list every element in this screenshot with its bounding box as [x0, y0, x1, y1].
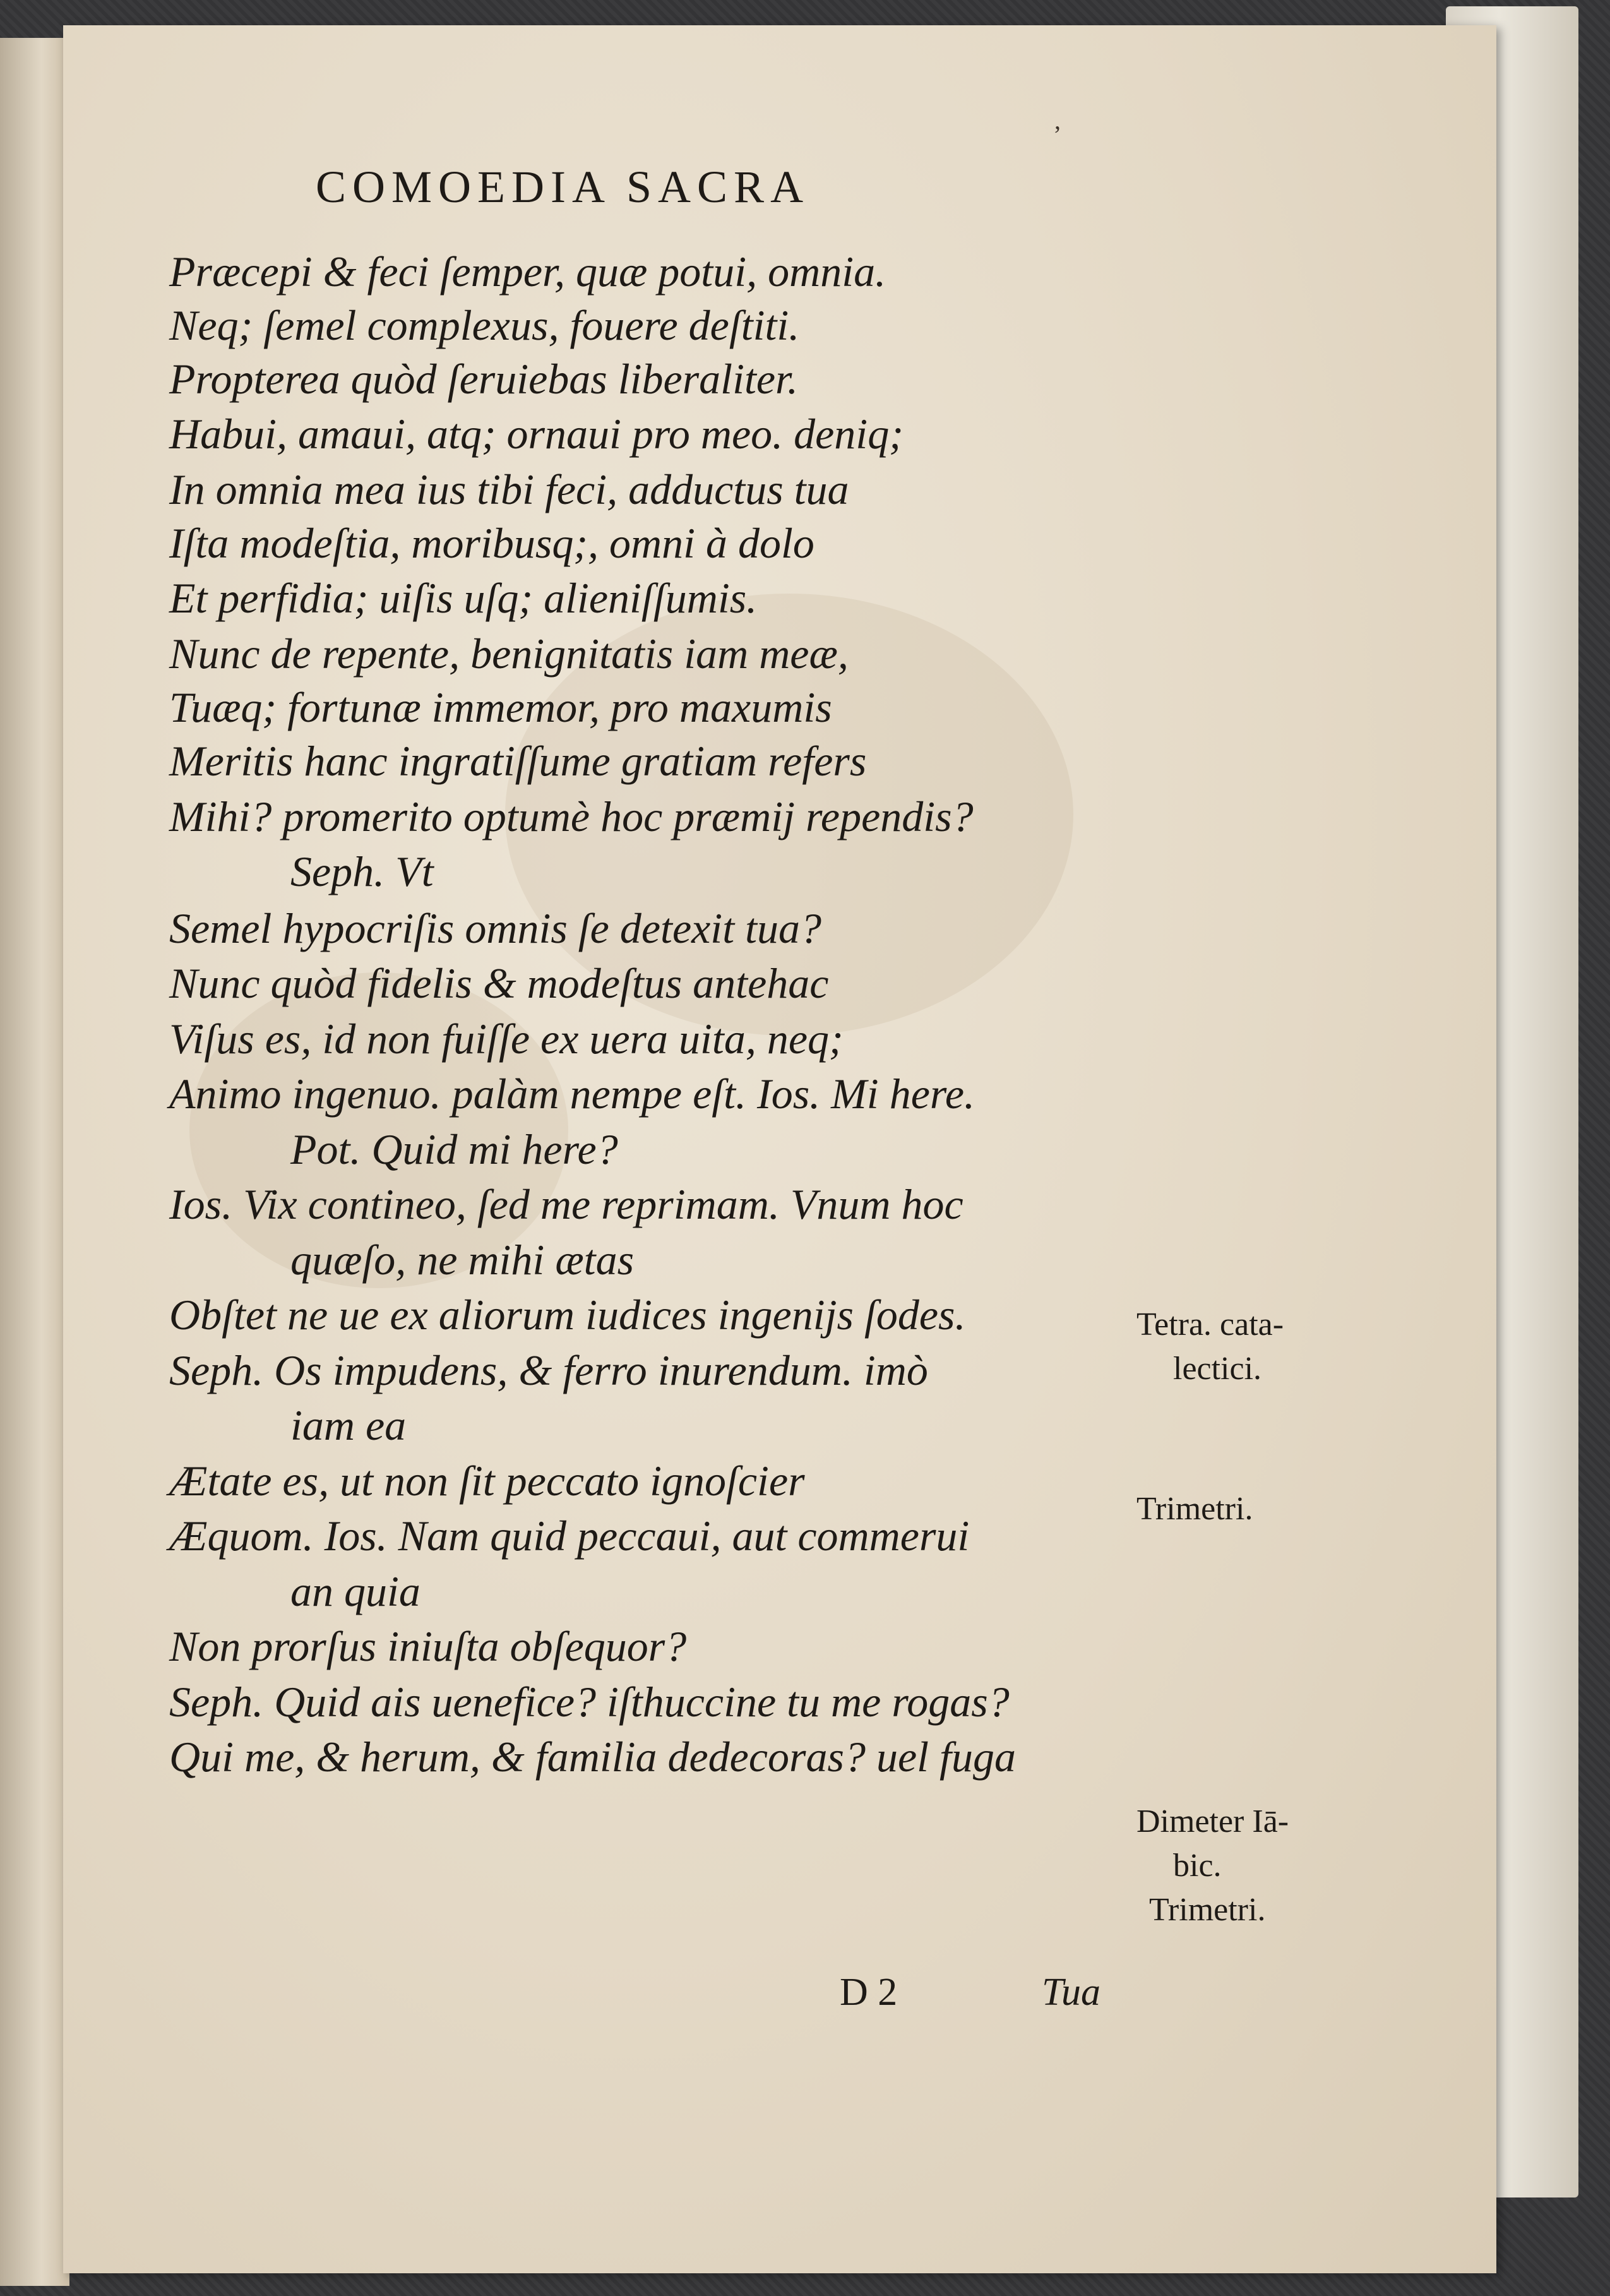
- verse-line: Nunc de repente, benignitatis iam meæ,: [169, 630, 849, 678]
- catchword: Tua: [1042, 1971, 1101, 2014]
- margin-note: lectici.: [1173, 1351, 1262, 1387]
- verse-line: Semel hypocriſis omnis ſe detexit tua?: [169, 904, 821, 952]
- verse-line: Animo ingenuo. palàm nempe eſt. Ios. Mi here.: [169, 1070, 975, 1118]
- verse-line: Ios. Vix contineo, ſed me reprimam. Vnum hoc: [169, 1180, 963, 1228]
- margin-note: bic.: [1173, 1848, 1222, 1884]
- margin-note: Trimetri.: [1149, 1892, 1266, 1928]
- verse-line: iam ea: [290, 1401, 407, 1449]
- verse-line: Non prorſus iniuſta obſequor?: [169, 1622, 687, 1670]
- margin-note: Dimeter Iā-: [1136, 1803, 1289, 1839]
- verse-line: Æquom. Ios. Nam quid peccaui, aut commerui: [169, 1512, 970, 1560]
- verse-line: Seph. Os impudens, & ferro inurendum. imò: [169, 1346, 928, 1394]
- verse-line: In omnia mea ius tibi feci, adductus tua: [169, 465, 849, 513]
- margin-note: Tetra. cata-: [1136, 1306, 1284, 1342]
- verse-line: Obſtet ne ue ex aliorum iudices ingenijs ſodes.: [169, 1291, 966, 1339]
- verse-line: Seph. Quid ais uenefice? iſthuccine tu me rogas?: [169, 1678, 1010, 1726]
- verse-line: Pot. Quid mi here?: [290, 1125, 618, 1173]
- verse-line: quæſo, ne mihi ætas: [290, 1236, 635, 1284]
- ink-mark: ʼ: [1053, 121, 1062, 149]
- verse-line: Tuæq; fortunæ immemor, pro maxumis: [169, 683, 832, 731]
- verse-line: Propterea quòd ſeruiebas liberaliter.: [169, 355, 798, 403]
- verse-line: Habui, amaui, atq; ornaui pro meo. deniq;: [169, 410, 903, 458]
- verse-line: Ætate es, ut non ſit peccato ignoſcier: [169, 1457, 805, 1505]
- verse-line: Iſta modeſtia, moribusq;, omni à dolo: [169, 519, 814, 567]
- margin-note: Trimetri.: [1136, 1491, 1253, 1527]
- running-title: COMOEDIA SACRA: [316, 162, 810, 212]
- verse-line: Meritis hanc ingratiſſume gratiam refers: [169, 737, 867, 785]
- verse-line: Nunc quòd fidelis & modeſtus antehac: [169, 959, 829, 1007]
- verse-line: an quia: [290, 1567, 420, 1615]
- facing-page-edge: [0, 38, 69, 2286]
- signature-mark: D 2: [840, 1971, 898, 2014]
- verse-line: Mihi? promerito optumè hoc præmij rependis?: [169, 792, 974, 840]
- verse-line: Qui me, & herum, & familia dedecoras? uel fuga: [169, 1733, 1016, 1781]
- verse-line: Viſus es, id non fuiſſe ex uera uita, neq;: [169, 1015, 844, 1063]
- verse-line: Præcepi & feci ſemper, quæ potui, omnia.: [169, 248, 886, 296]
- verse-line: Seph. Vt: [290, 847, 434, 895]
- verse-line: Et perfidia; uiſis uſq; alieniſſumis.: [169, 574, 758, 622]
- verse-line: Neq; ſemel complexus, fouere deſtiti.: [169, 301, 800, 349]
